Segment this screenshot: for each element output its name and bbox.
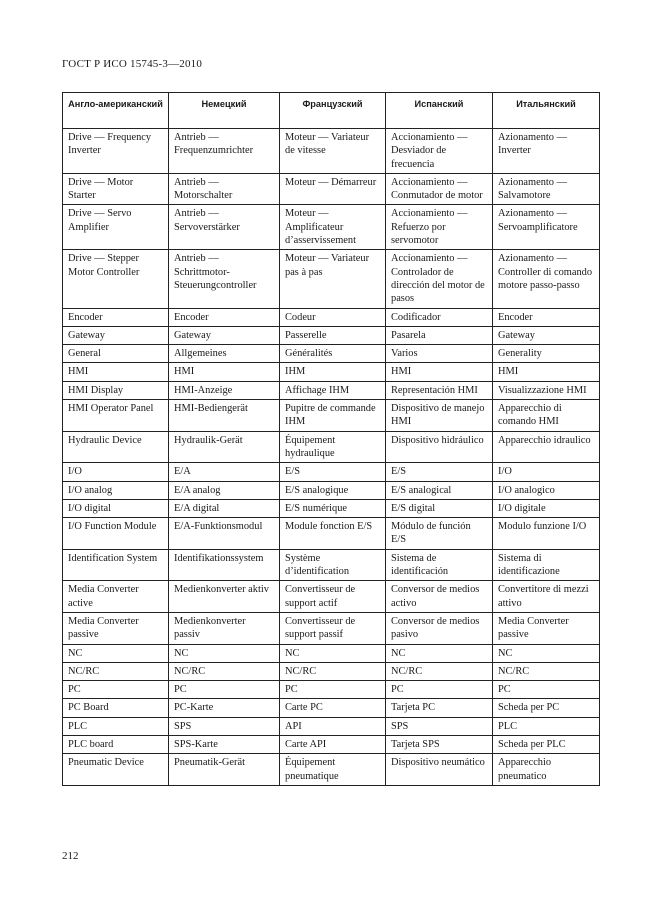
table-cell: Équipement hydraulique bbox=[280, 431, 386, 463]
table-cell: Modulo funzione I/O bbox=[493, 518, 600, 550]
table-row bbox=[63, 345, 600, 363]
table-cell: PC bbox=[169, 681, 280, 699]
table-row bbox=[63, 205, 600, 250]
table-row bbox=[63, 644, 600, 662]
table-cell: I/O digital bbox=[63, 499, 169, 517]
table-cell: NC/RC bbox=[386, 662, 493, 680]
table-cell: Carte PC bbox=[280, 699, 386, 717]
table-cell: I/O Function Module bbox=[63, 518, 169, 550]
table-row bbox=[63, 717, 600, 735]
table-cell: Antrieb — Motorschalter bbox=[169, 173, 280, 205]
table-cell: E/A analog bbox=[169, 481, 280, 499]
table-cell: Scheda per PLC bbox=[493, 735, 600, 753]
table-row bbox=[63, 681, 600, 699]
table-row bbox=[63, 662, 600, 680]
table-cell: NC bbox=[63, 644, 169, 662]
table-cell: Accionamiento — Refuerzo por servomotor bbox=[386, 205, 493, 250]
table-row bbox=[63, 518, 600, 550]
table-cell: Sistema de identificación bbox=[386, 549, 493, 581]
table-cell: Dispositivo neumático bbox=[386, 754, 493, 786]
table-cell: E/S digital bbox=[386, 499, 493, 517]
table-cell: E/A digital bbox=[169, 499, 280, 517]
table-cell: NC bbox=[493, 644, 600, 662]
table-cell: Scheda per PC bbox=[493, 699, 600, 717]
table-cell: Conversor de medios pasivo bbox=[386, 612, 493, 644]
table-cell: E/S bbox=[280, 463, 386, 481]
table-cell: Antrieb — Schrittmotor-Steuerungcontroller bbox=[169, 250, 280, 308]
table-cell: Gateway bbox=[169, 326, 280, 344]
table-cell: Dispositivo de manejo HMI bbox=[386, 400, 493, 432]
table-cell: Módulo de función E/S bbox=[386, 518, 493, 550]
table-cell: Azionamento — Servoamplificatore bbox=[493, 205, 600, 250]
table-cell: SPS bbox=[386, 717, 493, 735]
table-cell: Azionamento — Salvamotore bbox=[493, 173, 600, 205]
table-cell: I/O analog bbox=[63, 481, 169, 499]
table-cell: Media Converter passive bbox=[493, 612, 600, 644]
table-cell: Allgemeines bbox=[169, 345, 280, 363]
table-cell: NC/RC bbox=[169, 662, 280, 680]
table-cell: Drive — Stepper Motor Controller bbox=[63, 250, 169, 308]
table-cell: PC-Karte bbox=[169, 699, 280, 717]
page-header: ГОСТ Р ИСО 15745-3—2010 bbox=[62, 58, 203, 70]
table-header-row bbox=[63, 93, 600, 129]
table-cell: Drive — Servo Amplifier bbox=[63, 205, 169, 250]
table-cell: E/A-Funktionsmodul bbox=[169, 518, 280, 550]
table-cell: Carte API bbox=[280, 735, 386, 753]
table-cell: Passerelle bbox=[280, 326, 386, 344]
table-cell: E/S numérique bbox=[280, 499, 386, 517]
table-row bbox=[63, 363, 600, 381]
table-row bbox=[63, 250, 600, 308]
table-cell: PC bbox=[386, 681, 493, 699]
table-cell: Drive — Motor Starter bbox=[63, 173, 169, 205]
table-cell: PC bbox=[280, 681, 386, 699]
table-cell: Media Converter passive bbox=[63, 612, 169, 644]
table-cell: API bbox=[280, 717, 386, 735]
table-cell: Azionamento — Controller di comando motore passo-passo bbox=[493, 250, 600, 308]
table-cell: Encoder bbox=[63, 308, 169, 326]
table-cell: Pupitre de commande IHM bbox=[280, 400, 386, 432]
table-row bbox=[63, 173, 600, 205]
table-cell: Sistema di identificazione bbox=[493, 549, 600, 581]
table-cell: I/O digitale bbox=[493, 499, 600, 517]
table-cell: Codificador bbox=[386, 308, 493, 326]
column-header: Англо-американский bbox=[63, 93, 169, 129]
table-cell: Système d’identification bbox=[280, 549, 386, 581]
table-cell: HMI-Anzeige bbox=[169, 381, 280, 399]
table-cell: Identification System bbox=[63, 549, 169, 581]
table-cell: NC/RC bbox=[280, 662, 386, 680]
table-cell: Convertisseur de support passif bbox=[280, 612, 386, 644]
table-cell: Identifikationssystem bbox=[169, 549, 280, 581]
table-row bbox=[63, 400, 600, 432]
table-cell: Pneumatic Device bbox=[63, 754, 169, 786]
table-cell: Medienkonverter aktiv bbox=[169, 581, 280, 613]
table-cell: E/S bbox=[386, 463, 493, 481]
table-cell: NC bbox=[169, 644, 280, 662]
table-cell: PC Board bbox=[63, 699, 169, 717]
table-row bbox=[63, 463, 600, 481]
table-cell: Hydraulik-Gerät bbox=[169, 431, 280, 463]
table-cell: PLC bbox=[493, 717, 600, 735]
glossary-table bbox=[62, 92, 600, 786]
table-cell: Medienkonverter passiv bbox=[169, 612, 280, 644]
table-cell: SPS bbox=[169, 717, 280, 735]
table-cell: Visualizzazione HMI bbox=[493, 381, 600, 399]
table-row bbox=[63, 699, 600, 717]
table-cell: Encoder bbox=[493, 308, 600, 326]
table-row bbox=[63, 735, 600, 753]
table-cell: Convertisseur de support actif bbox=[280, 581, 386, 613]
table-row bbox=[63, 549, 600, 581]
table-cell: Conversor de medios activo bbox=[386, 581, 493, 613]
table-cell: Pasarela bbox=[386, 326, 493, 344]
table-cell: NC/RC bbox=[63, 662, 169, 680]
table-cell: HMI Operator Panel bbox=[63, 400, 169, 432]
table-row bbox=[63, 129, 600, 174]
table-cell: PLC bbox=[63, 717, 169, 735]
table-cell: Moteur — Variateur de vitesse bbox=[280, 129, 386, 174]
table-cell: Antrieb — Servoverstärker bbox=[169, 205, 280, 250]
table-cell: NC/RC bbox=[493, 662, 600, 680]
page-number: 212 bbox=[62, 850, 79, 862]
table-cell: Accionamiento — Controlador de dirección del motor de pasos bbox=[386, 250, 493, 308]
table-cell: Accionamiento — Conmutador de motor bbox=[386, 173, 493, 205]
table-cell: PC bbox=[493, 681, 600, 699]
column-header: Испанский bbox=[386, 93, 493, 129]
table-cell: Apparecchio di comando HMI bbox=[493, 400, 600, 432]
table-row bbox=[63, 431, 600, 463]
table-cell: Moteur — Variateur pas à pas bbox=[280, 250, 386, 308]
table-cell: SPS-Karte bbox=[169, 735, 280, 753]
table-cell: Apparecchio idraulico bbox=[493, 431, 600, 463]
table-cell: Gateway bbox=[493, 326, 600, 344]
table-cell: Dispositivo hidráulico bbox=[386, 431, 493, 463]
table-row bbox=[63, 612, 600, 644]
column-header: Немецкий bbox=[169, 93, 280, 129]
table-row bbox=[63, 499, 600, 517]
table-cell: HMI Display bbox=[63, 381, 169, 399]
table-cell: PC bbox=[63, 681, 169, 699]
table-cell: PLC board bbox=[63, 735, 169, 753]
table-cell: Équipement pneumatique bbox=[280, 754, 386, 786]
table-cell: Moteur — Démarreur bbox=[280, 173, 386, 205]
table-row bbox=[63, 326, 600, 344]
table-cell: Gateway bbox=[63, 326, 169, 344]
table-cell: E/A bbox=[169, 463, 280, 481]
table-cell: Apparecchio pneumatico bbox=[493, 754, 600, 786]
table-cell: NC bbox=[280, 644, 386, 662]
table-cell: Tarjeta SPS bbox=[386, 735, 493, 753]
table-cell: E/S analogique bbox=[280, 481, 386, 499]
table-cell: HMI bbox=[63, 363, 169, 381]
table-cell: Representación HMI bbox=[386, 381, 493, 399]
column-header: Французский bbox=[280, 93, 386, 129]
table-cell: Generality bbox=[493, 345, 600, 363]
column-header: Итальянский bbox=[493, 93, 600, 129]
table-row bbox=[63, 481, 600, 499]
table-cell: I/O bbox=[63, 463, 169, 481]
table-row bbox=[63, 754, 600, 786]
table-cell: Encoder bbox=[169, 308, 280, 326]
table-cell: HMI-Bediengerät bbox=[169, 400, 280, 432]
table-cell: Accionamiento — Desviador de frecuencia bbox=[386, 129, 493, 174]
table-cell: Hydraulic Device bbox=[63, 431, 169, 463]
table-body bbox=[63, 129, 600, 786]
table-cell: Codeur bbox=[280, 308, 386, 326]
table-cell: Pneumatik-Gerät bbox=[169, 754, 280, 786]
table-cell: Antrieb — Frequenzumrichter bbox=[169, 129, 280, 174]
table-cell: Tarjeta PC bbox=[386, 699, 493, 717]
table-cell: Convertitore di mezzi attivo bbox=[493, 581, 600, 613]
table-cell: General bbox=[63, 345, 169, 363]
table-cell: Généralités bbox=[280, 345, 386, 363]
table-cell: IHM bbox=[280, 363, 386, 381]
table-cell: NC bbox=[386, 644, 493, 662]
table-row bbox=[63, 381, 600, 399]
table-cell: Varios bbox=[386, 345, 493, 363]
table-cell: Module fonction E/S bbox=[280, 518, 386, 550]
table-cell: Drive — Frequency Inverter bbox=[63, 129, 169, 174]
table-cell: Moteur — Amplificateur d’asservissement bbox=[280, 205, 386, 250]
table-cell: HMI bbox=[169, 363, 280, 381]
table-cell: Azionamento — Inverter bbox=[493, 129, 600, 174]
table-cell: HMI bbox=[493, 363, 600, 381]
table-row bbox=[63, 308, 600, 326]
table-cell: HMI bbox=[386, 363, 493, 381]
table-row bbox=[63, 581, 600, 613]
table-cell: Media Converter active bbox=[63, 581, 169, 613]
table-cell: I/O bbox=[493, 463, 600, 481]
table-cell: Affichage IHM bbox=[280, 381, 386, 399]
table-cell: I/O analogico bbox=[493, 481, 600, 499]
table-cell: E/S analogical bbox=[386, 481, 493, 499]
